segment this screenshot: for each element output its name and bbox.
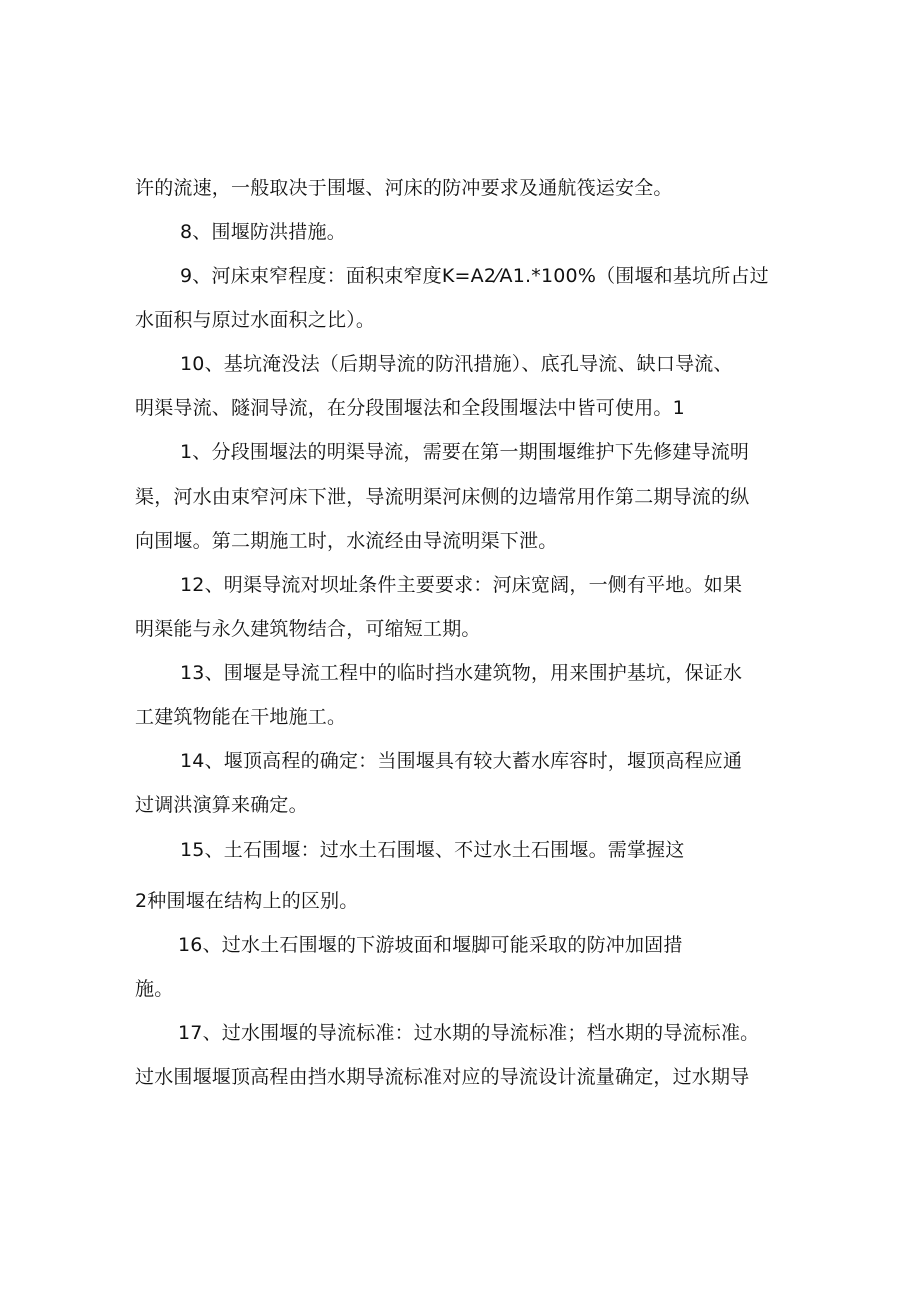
text-line: 过调洪演算来确定。 bbox=[135, 794, 308, 816]
text-line: 明渠导流、隧洞导流，在分段围堰法和全段围堰法中皆可使用。1 bbox=[135, 397, 685, 419]
text-line: 12、明渠导流对坝址条件主要要求：河床宽阔，一侧有平地。如果 bbox=[180, 574, 743, 596]
text-line: 2种围堰在结构上的区别。 bbox=[135, 890, 359, 912]
text-line: 17、过水围堰的导流标准：过水期的导流标准；档水期的导流标准。 bbox=[178, 1022, 760, 1044]
text-line: 许的流速，一般取决于围堰、河床的防冲要求及通航筏运安全。 bbox=[135, 177, 673, 199]
text-line: 过水围堰堰顶高程由挡水期导流标准对应的导流设计流量确定，过水期导 bbox=[135, 1066, 750, 1088]
text-line: 水面积与原过水面积之比）。 bbox=[135, 309, 376, 331]
text-line: 9、河床束窄程度：面积束窄度K=A2⁄A1.*100%（围堰和基坑所占过 bbox=[180, 265, 769, 287]
text-line: 向围堰。第二期施工时，水流经由导流明渠下泄。 bbox=[135, 530, 558, 552]
text-line: 明渠能与永久建筑物结合，可缩短工期。 bbox=[135, 618, 481, 640]
text-line: 施。 bbox=[135, 978, 174, 1000]
text-line: 15、土石围堰：过水土石围堰、不过水土石围堰。需掌握这 bbox=[180, 839, 685, 861]
text-line: 工建筑物能在干地施工。 bbox=[135, 706, 347, 728]
text-line: 13、围堰是导流工程中的临时挡水建筑物，用来围护基坑，保证水 bbox=[180, 662, 743, 684]
text-line: 10、基坑淹没法（后期导流的防汛措施）、底孔导流、缺口导流、 bbox=[180, 353, 733, 375]
text-line: 14、堰顶高程的确定：当围堰具有较大蓄水库容时，堰顶高程应通 bbox=[180, 750, 743, 772]
text-line: 16、过水土石围堰的下游坡面和堰脚可能采取的防冲加固措 bbox=[178, 934, 683, 956]
text-line: 8、围堰防洪措施。 bbox=[180, 221, 346, 243]
text-line: 渠，河水由束窄河床下泄，导流明渠河床侧的边墙常用作第二期导流的纵 bbox=[135, 486, 750, 508]
text-line: 1、分段围堰法的明渠导流，需要在第一期围堰维护下先修建导流明 bbox=[180, 441, 750, 463]
